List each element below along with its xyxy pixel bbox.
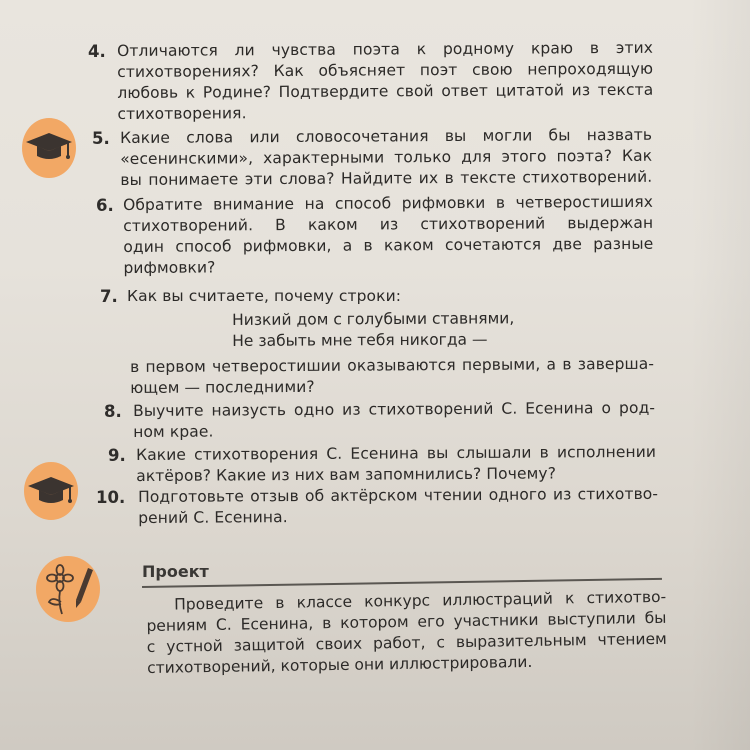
question-7-line: ющем — последними? [130,377,315,397]
project-divider [142,578,662,588]
flower-pencil-icon [36,556,100,622]
project-line: Проведите в классе конкурс иллюстраций к стихотво- [174,587,667,614]
question-8-line: ном крае. [133,422,214,441]
question-5-text [120,125,652,191]
question-9-line: Какие стихотворения С. Есенина вы слышали в исполнении [136,442,657,464]
project-title: Проект [142,562,209,581]
question-10-text [138,484,658,529]
question-6-text [123,192,654,279]
question-6-line: один способ рифмовки, а в каком сочетаются две разные [123,234,654,256]
question-6-line: Обратите внимание на способ рифмовки в четверостишиях [123,192,654,214]
question-5-line: вы понимаете эти слова? Найдите их в тексте стихотворений. [120,167,653,189]
poem-line: Не забыть мне тебя никогда — [232,330,488,350]
question-9-number: 9. [108,446,126,465]
question-9-text [136,442,656,487]
graduation-cap-badge [22,118,76,178]
question-6-line: рифмовки? [123,258,216,277]
graduation-cap-icon [24,462,78,520]
question-7-intro: Как вы считаете, почему строки: [127,287,402,305]
question-8-number: 8. [104,402,122,421]
question-7-number: 7. [100,287,118,306]
question-8-text [133,398,655,443]
project-line: стихотворений, которые они иллюстрировали. [147,652,533,677]
question-4-line: любовь к Родине? Подтвердите свой ответ цитатой из текста [117,80,654,102]
question-10-line: Подготовьте отзыв об актёрском чтении одного из стихотво- [138,484,659,506]
question-7-line: в первом четверостишии оказываются первыми, а в заверша- [130,354,655,376]
question-9-line: актёров? Какие из них вам запомнились? Почему? [136,464,557,485]
question-6-line: стихотворений. В каком из стихотворений выдержан [123,213,654,235]
question-5-line: «есенинскими», характерными только для этого поэта? Как [120,146,653,168]
question-5-number: 5. [92,129,110,148]
question-6-number: 6. [96,196,114,215]
question-4-text [117,38,654,125]
page-edge-shadow [690,0,750,750]
poem-line: Низкий дом с голубыми ставнями, [232,309,515,329]
question-10-line: рений С. Есенина. [138,508,288,527]
question-10-number: 10. [96,488,126,507]
question-4-line: стихотворения. [117,104,247,123]
question-4-number: 4. [88,42,106,61]
question-7-poem [232,308,514,352]
question-7-text [130,354,654,399]
graduation-cap-icon [22,118,76,178]
question-4-line: стихотворениях? Как объясняет поэт свою непроходящую [117,59,654,81]
question-8-line: Выучите наизусть одно из стихотворений С. Есенина о род- [133,398,656,420]
question-4-line: Отличаются ли чувства поэта к родному краю в этих [117,38,654,60]
project-badge [36,556,100,622]
project-body [146,587,667,679]
graduation-cap-badge [24,462,78,520]
project-line: рениям С. Есенина, в котором его участники выступили бы [146,608,667,635]
question-5-line: Какие слова или словосочетания вы могли бы назвать [120,125,653,147]
project-line: с устной защитой своих работ, с выразительным чтением [146,629,667,656]
